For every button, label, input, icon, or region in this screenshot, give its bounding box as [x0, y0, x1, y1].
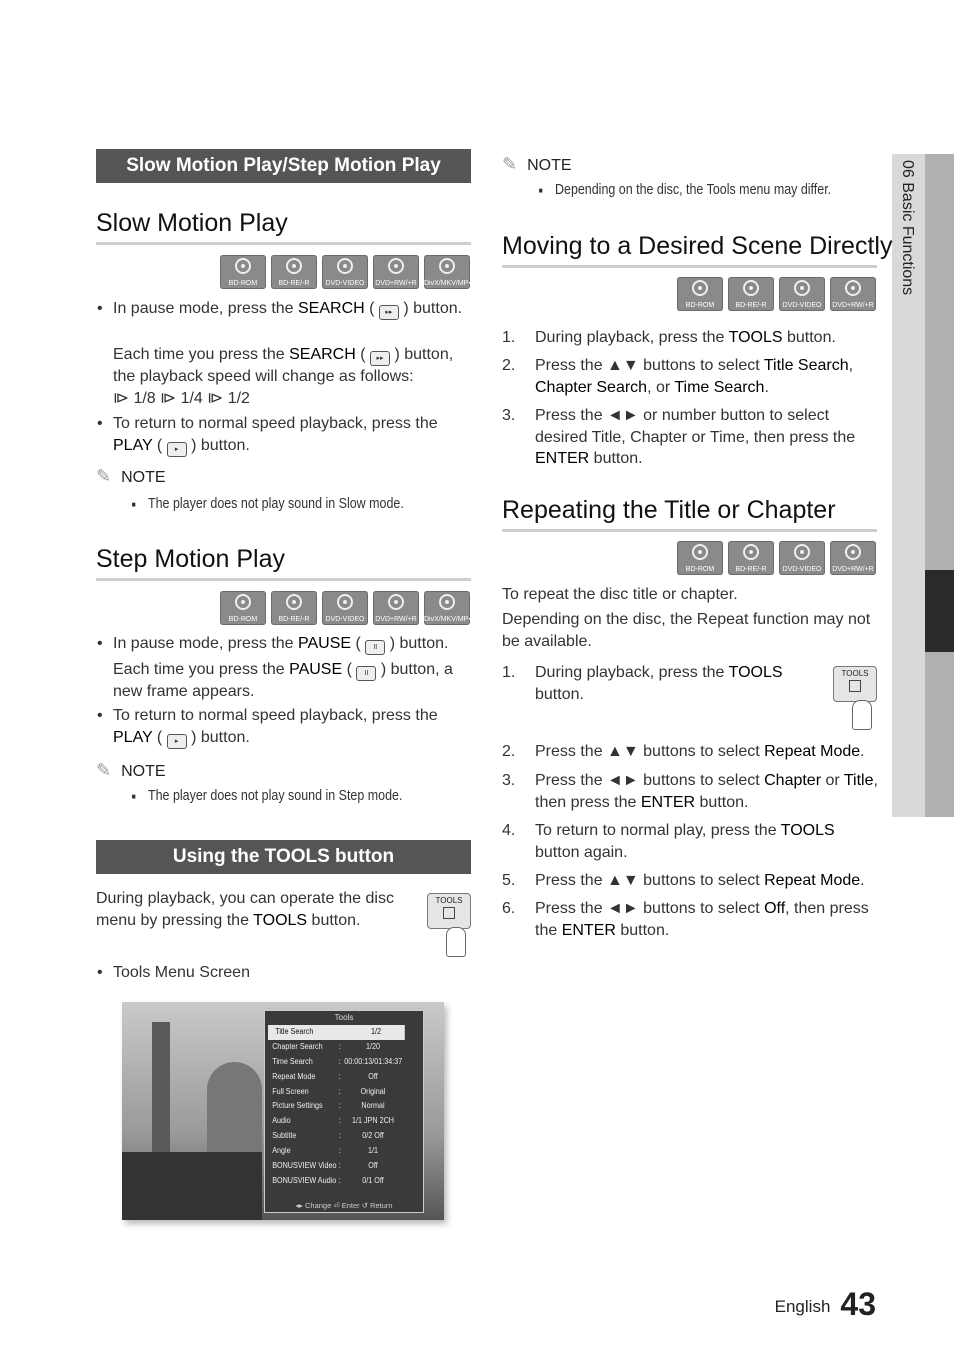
- disc-icon: BD-ROM: [220, 255, 266, 289]
- disc-icon: BD-ROM: [220, 591, 266, 625]
- disc-icon: DVD+RW/+R: [373, 591, 419, 625]
- menu-row: Full Screen : Original: [272, 1086, 386, 1096]
- disc-icon: DivX/MKV/MP4: [424, 255, 470, 289]
- menu-row: Repeat Mode : Off: [272, 1071, 378, 1081]
- note-text: ■ The player does not play sound in Slow mode.: [148, 496, 404, 512]
- menu-row: Audio : 1/1 JPN 2CH: [272, 1116, 395, 1126]
- repeat-step-4: 4. To return to normal play, press the TOOLS button again.: [502, 822, 835, 861]
- step-bullet-1: • In pause mode, press the PAUSE ( II ) button.: [113, 633, 468, 655]
- note-heading: ✎ NOTE: [96, 760, 166, 780]
- repeat-intro: To repeat the disc title or chapter.: [502, 586, 738, 603]
- tools-menu-label: • Tools Menu Screen: [113, 962, 250, 984]
- note-heading: ✎ NOTE: [502, 154, 572, 174]
- tools-menu: [264, 1010, 424, 1213]
- disc-icons-step: [220, 591, 473, 625]
- page-footer: [775, 1286, 876, 1323]
- step-bullet-2: • To return to normal speed playback, press the PLAY ( ▸ ) button.: [113, 705, 468, 749]
- disc-icon: BD-RE/-R: [271, 591, 317, 625]
- section-banner: Slow Motion Play/Step Motion Play: [96, 149, 471, 183]
- repeat-step-1: 1. During playback, press the TOOLS button.: [502, 664, 783, 703]
- page-number: 43: [840, 1286, 876, 1322]
- menu-row: Angle : 1/1: [272, 1146, 379, 1156]
- step-para: Each time you press the PAUSE ( II ) button, a new frame appears.: [113, 661, 453, 700]
- minaret: [152, 1022, 170, 1172]
- slow-bullet-1: • In pause mode, press the SEARCH ( ▸▸ ) button.: [113, 298, 468, 320]
- scene-step-1: 1. During playback, press the TOOLS button.: [502, 329, 836, 346]
- disc-icons-slow: [220, 255, 473, 289]
- menu-row: BONUSVIEW Video : Off: [272, 1161, 378, 1171]
- disc-icon: DivX/MKV/MP4: [424, 591, 470, 625]
- note-text: ■ The player does not play sound in Step mode.: [148, 788, 402, 804]
- disc-icon: DVD+RW/+R: [830, 277, 876, 311]
- disc-icons-repeat: [677, 541, 876, 575]
- tools-intro: During playback, you can operate the disc menu by pressing the TOOLS button.: [96, 890, 394, 929]
- heading-scene: Moving to a Desired Scene Directly: [502, 232, 893, 260]
- pencil-icon: ✎: [502, 154, 518, 174]
- note-text: ■ Depending on the disc, the Tools menu may differ.: [555, 182, 831, 198]
- tools-menu-footer: ◂▸ Change ⏎ Enter ↺ Return: [295, 1201, 393, 1210]
- pause-key-icon: II: [365, 640, 385, 655]
- divider: [502, 529, 877, 532]
- hand-icon: [446, 927, 466, 957]
- foreground: [122, 1152, 262, 1220]
- disc-icon: BD-ROM: [677, 541, 723, 575]
- menu-row: Title Search 1/2: [268, 1025, 405, 1040]
- disc-icon: DVD+RW/+R: [830, 541, 876, 575]
- side-tab-edge: [925, 154, 954, 817]
- scene-step-3: 3. Press the ◄► or number button to select desired Title, Chapter or Time, then press the ENTER button.: [502, 407, 856, 467]
- pause-key-icon: II: [356, 666, 376, 681]
- tools-menu-screenshot: [122, 1002, 444, 1220]
- menu-row: Picture Settings : Normal: [272, 1101, 385, 1111]
- search-key-icon: ▸▸: [370, 351, 390, 366]
- heading-repeat: Repeating the Title or Chapter: [502, 496, 836, 524]
- pencil-icon: ✎: [96, 466, 112, 486]
- disc-icon: DVD+RW/+R: [373, 255, 419, 289]
- menu-row: BONUSVIEW Audio : 0/1 Off: [272, 1175, 384, 1185]
- repeat-step-5: 5. Press the ▲▼ buttons to select Repeat Mode.: [502, 872, 865, 889]
- divider: [96, 242, 471, 245]
- heading-slow-motion: Slow Motion Play: [96, 209, 288, 237]
- side-tab-marker: [925, 570, 954, 652]
- divider: [502, 265, 877, 268]
- repeat-step-6: 6. Press the ◄► buttons to select Off, then press the ENTER button.: [502, 900, 869, 939]
- repeat-note: Depending on the disc, the Repeat function may not be available.: [502, 611, 871, 650]
- menu-row: Chapter Search : 1/20: [272, 1041, 381, 1051]
- disc-icon: BD-RE/-R: [728, 541, 774, 575]
- repeat-step-2: 2. Press the ▲▼ buttons to select Repeat Mode.: [502, 743, 865, 760]
- disc-icon: DVD-VIDEO: [779, 541, 825, 575]
- speed-steps: ⧐ 1/8 ⧐ 1/4 ⧐ 1/2: [113, 390, 250, 407]
- disc-icon: BD-ROM: [677, 277, 723, 311]
- play-key-icon: ▸: [167, 734, 187, 749]
- disc-icons-scene: [677, 277, 876, 311]
- play-key-icon: ▸: [167, 442, 187, 457]
- slow-bullet-2: • To return to normal speed playback, press the PLAY ( ▸ ) button.: [113, 413, 468, 457]
- scene-step-2: 2. Press the ▲▼ buttons to select Title Search, Chapter Search, or Time Search.: [502, 357, 854, 396]
- section-label: 06 Basic Functions: [899, 160, 916, 296]
- heading-step-motion: Step Motion Play: [96, 545, 285, 573]
- menu-row: Subtitle : 0/2 Off: [272, 1131, 384, 1141]
- disc-icon: DVD-VIDEO: [322, 255, 368, 289]
- disc-icon: BD-RE/-R: [271, 255, 317, 289]
- menu-row: Time Search : 00:00:13/01:34:37: [272, 1056, 403, 1066]
- footer-language: English: [774, 1297, 831, 1316]
- note-heading: ✎ NOTE: [96, 466, 166, 486]
- tools-menu-title: Tools: [334, 1013, 354, 1022]
- tools-button-icon: TOOLS: [427, 893, 471, 929]
- repeat-step-3: 3. Press the ◄► buttons to select Chapter or Title, then press the ENTER button.: [502, 772, 878, 811]
- disc-icon: DVD-VIDEO: [779, 277, 825, 311]
- disc-icon: BD-RE/-R: [728, 277, 774, 311]
- slow-para: Each time you press the SEARCH ( ▸▸ ) button, the playback speed will change as follows:: [113, 346, 454, 385]
- tools-button-icon: TOOLS: [833, 666, 877, 702]
- pencil-icon: ✎: [96, 760, 112, 780]
- divider: [96, 578, 471, 581]
- hand-icon: [852, 700, 872, 730]
- section-banner: Using the TOOLS button: [96, 840, 471, 874]
- search-key-icon: ▸▸: [379, 305, 399, 320]
- disc-icon: DVD-VIDEO: [322, 591, 368, 625]
